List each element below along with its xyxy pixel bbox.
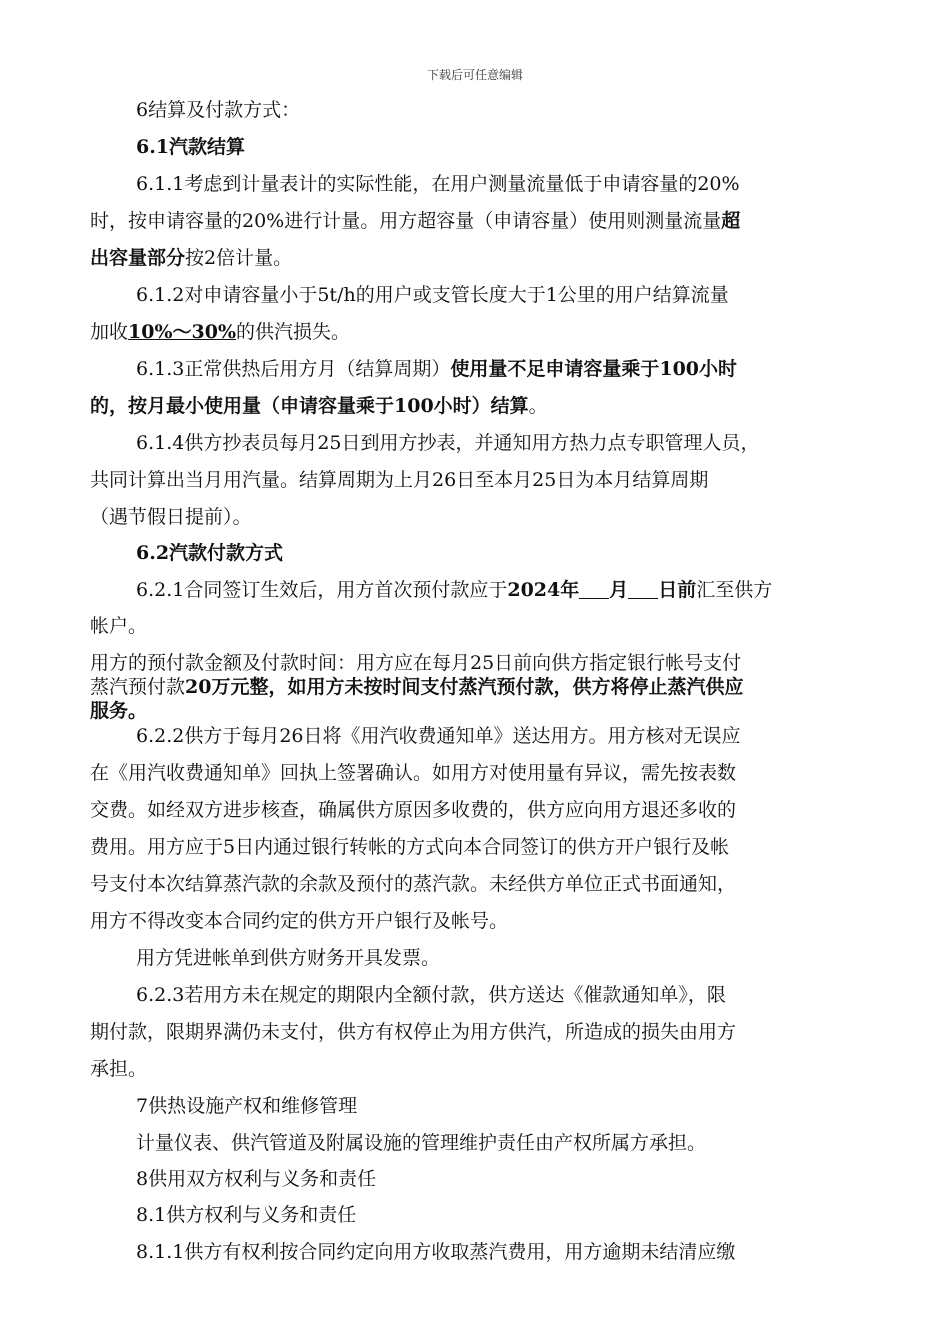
para-6-2-1-year: 2024年 — [507, 579, 580, 601]
para-6-1-1-line1: 6.1.1考虑到计量表计的实际性能，在用户测量流量低于申请容量的20% — [136, 173, 740, 195]
para-6-2-2-line4: 费用。用方应于5日内通过银行转帐的方式向本合同签订的供方开户银行及帐 — [90, 836, 730, 858]
section-8-1-title: 8.1供方权利与义务和责任 — [136, 1204, 357, 1226]
invoice-line: 用方凭进帐单到供方财务开具发票。 — [136, 947, 441, 969]
section-6-2-title: 6.2汽款付款方式 — [136, 542, 284, 564]
para-6-1-3-line1 — [136, 357, 916, 381]
section-8-title: 8供用双方权利与义务和责任 — [136, 1168, 377, 1190]
para-6-2-2-line1: 6.2.2供方于每月26日将《用汽收费通知单》送达用方。用方核对无误应 — [136, 725, 741, 747]
para-6-1-1-emphasis-2: 出容量部分 — [90, 247, 186, 269]
para-6-2-1-month: 月 — [609, 579, 629, 601]
para-6-2-2-line5: 号支付本次结算蒸汽款的余款及预付的蒸汽款。未经供方单位正式书面通知， — [90, 873, 737, 895]
para-6-2-3-line3: 承担。 — [90, 1058, 148, 1080]
para-6-1-4-line2: 共同计算出当月用汽量。结算周期为上月26日至本月25日为本月结算周期 — [90, 469, 709, 491]
para-6-2-2-line6: 用方不得改变本合同约定的供方开户银行及帐号。 — [90, 910, 509, 932]
para-6-2-3-line1: 6.2.3若用方未在规定的期限内全额付款，供方送达《催款通知单》，限 — [136, 984, 726, 1006]
prepay-line3: 服务。 — [90, 700, 148, 722]
para-6-2-1-day: 日前 — [658, 579, 697, 601]
para-6-2-3-line2: 期付款，限期界满仍未支付，供方有权停止为用方供汽，所造成的损失由用方 — [90, 1021, 737, 1043]
para-6-2-2-line3: 交费。如经双方进步核查，确属供方原因多收费的，供方应向用方退还多收的 — [90, 799, 737, 821]
day-blank — [628, 580, 658, 599]
para-6-2-1-line2: 帐户。 — [90, 615, 148, 637]
para-6-2-1-text: 6.2.1合同签订生效后，用方首次预付款应于 — [136, 579, 508, 601]
para-6-1-2-text: 加收 — [90, 321, 129, 343]
para-6-1-2-text-2: 的供汽损失。 — [236, 321, 351, 343]
month-blank — [579, 580, 609, 599]
para-6-1-4-line3: （遇节假日提前）。 — [90, 506, 252, 528]
section-7-text: 计量仪表、供汽管道及附属设施的管理维护责任由产权所属方承担。 — [136, 1132, 707, 1154]
para-6-1-2-range: 10%～30% — [128, 321, 237, 343]
para-6-1-3-line2 — [90, 394, 870, 418]
para-6-1-3-emphasis-2: 的，按月最小使用量（申请容量乘于100小时）结算 — [90, 395, 529, 417]
para-6-1-1-text: 时，按申请容量的20%进行计量。用方超容量（申请容量）使用则测量流量 — [90, 210, 722, 232]
prepay-line2 — [90, 676, 870, 698]
para-6-1-1-text-2: 按2倍计量。 — [185, 247, 293, 269]
para-6-1-1-emphasis: 超 — [721, 210, 741, 232]
para-6-1-1-line3 — [90, 246, 870, 270]
para-6-2-1-line1 — [136, 578, 916, 602]
prepay-line1: 用方的预付款金额及付款时间：用方应在每月25日前向供方指定银行帐号支付 — [90, 652, 742, 674]
section-6-title: 6结算及付款方式： — [136, 99, 301, 121]
section-6-1-title: 6.1汽款结算 — [136, 136, 246, 158]
prepay-text: 蒸汽预付款 — [90, 676, 186, 698]
para-6-2-1-text-2: 汇至供方 — [696, 579, 773, 601]
para-8-1-1-line1: 8.1.1供方有权利按合同约定向用方收取蒸汽费用，用方逾期未结清应缴 — [136, 1241, 736, 1263]
para-6-1-4-line1: 6.1.4供方抄表员每月25日到用方抄表，并通知用方热力点专职管理人员， — [136, 432, 760, 454]
prepay-emphasis: 20万元整，如用方未按时间支付蒸汽预付款，供方将停止蒸汽供应 — [185, 676, 744, 698]
para-6-1-1-line2 — [90, 209, 870, 233]
page-header: 下载后可任意编辑 — [426, 68, 523, 82]
para-6-2-2-line2: 在《用汽收费通知单》回执上签署确认。如用方对使用量有异议，需先按表数 — [90, 762, 737, 784]
para-6-1-3-text: 6.1.3正常供热后用方月（结算周期） — [136, 358, 451, 380]
section-7-title: 7供热设施产权和维修管理 — [136, 1095, 358, 1117]
para-6-1-3-text-2: 。 — [528, 395, 548, 417]
para-6-1-2-line1: 6.1.2对申请容量小于5t/h的用户或支管长度大于1公里的用户结算流量 — [136, 284, 729, 306]
para-6-1-2-line2 — [90, 320, 870, 344]
para-6-1-3-emphasis: 使用量不足申请容量乘于100小时 — [450, 358, 738, 380]
